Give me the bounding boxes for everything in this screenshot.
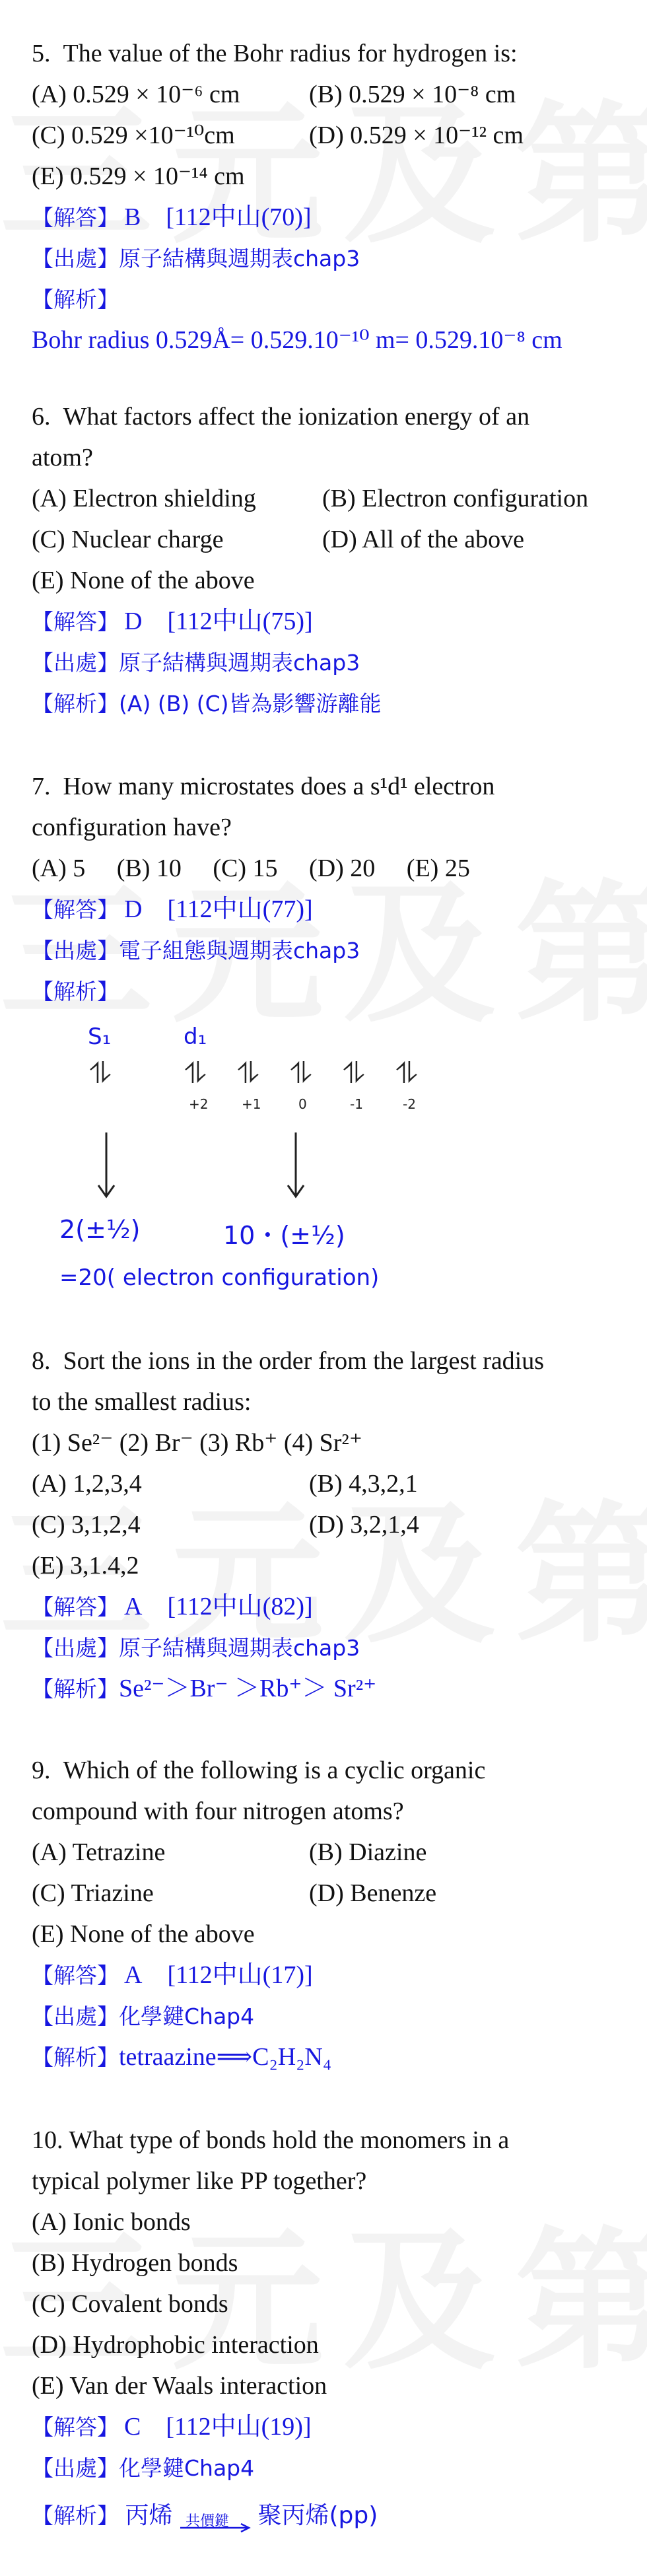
option-e: (E) None of the above <box>32 567 255 594</box>
answer-tag: 【解答】 <box>32 205 119 230</box>
d-orbital-box: ⥮ <box>343 1057 364 1090</box>
product-text: 聚丙烯(pp) <box>257 2502 378 2529</box>
source-tag: 【出處】 <box>32 246 119 271</box>
analysis-text: tetraazine⟹C₂H₂N₄ <box>119 2043 332 2071</box>
option-e: (E) 3,1.4,2 <box>32 1552 139 1580</box>
question-5 <box>32 33 626 361</box>
source-tag: 【出處】 <box>32 938 119 963</box>
option-d: (D) 0.529 × 10⁻¹² cm <box>309 122 524 149</box>
question-6 <box>32 396 626 724</box>
source-text: 原子結構與週期表chap3 <box>119 1635 360 1661</box>
analysis-tag: 【解析】 <box>32 1676 119 1702</box>
d-orbital-box: ⥮ <box>290 1057 312 1090</box>
option-e: (E) Van der Waals interaction <box>32 2372 327 2400</box>
analysis-tag: 【解析】 <box>32 2503 119 2528</box>
question-stem-cont: typical polymer like PP together? <box>32 2167 367 2195</box>
reactant-text: 丙烯 <box>125 2502 173 2529</box>
question-10 <box>32 2120 626 2548</box>
source-tag: 【出處】 <box>32 2455 119 2481</box>
answer-tag: 【解答】 <box>32 897 119 922</box>
down-arrow-icon <box>286 1132 306 1199</box>
analysis-text: (A) (B) (C)皆為影響游離能 <box>119 691 382 716</box>
question-8 <box>32 1340 626 1709</box>
option-c: (C) 0.529 ×10⁻¹⁰cm <box>32 122 235 149</box>
question-stem: 7. How many microstates does a s¹d¹ electron <box>32 773 495 800</box>
answer-text: C [112中山(19)] <box>124 2413 312 2441</box>
microstate-result: =20( electron configuration) <box>59 1265 380 1291</box>
right-arrow-icon <box>179 2523 252 2533</box>
orbital-diagram <box>32 1017 626 1307</box>
analysis-tag: 【解析】 <box>32 979 119 1004</box>
option-c: (C) 3,1,2,4 <box>32 1511 141 1539</box>
option-a: (A) Ionic bonds <box>32 2208 191 2236</box>
option-b: (B) 0.529 × 10⁻⁸ cm <box>309 81 516 108</box>
question-stem-cont: configuration have? <box>32 814 232 841</box>
option-c: (C) Triazine <box>32 1879 154 1907</box>
question-stem-cont: to the smallest radius: <box>32 1388 252 1416</box>
option-b: (B) Hydrogen bonds <box>32 2249 238 2277</box>
ml-label: +1 <box>242 1096 261 1112</box>
d-orbital-box: ⥮ <box>185 1057 206 1090</box>
option-b: (B) 4,3,2,1 <box>309 1470 418 1498</box>
source-text: 化學鍵Chap4 <box>119 2003 255 2029</box>
answer-text: D [112中山(77)] <box>124 895 313 923</box>
question-stem-cont: atom? <box>32 444 93 471</box>
ml-label: 0 <box>298 1096 307 1112</box>
d-orbital-box: ⥮ <box>238 1057 259 1090</box>
answer-tag: 【解答】 <box>32 1594 119 1620</box>
ml-label: +2 <box>189 1096 209 1112</box>
question-9 <box>32 1750 626 2077</box>
option-d: (D) 3,2,1,4 <box>309 1511 419 1539</box>
source-text: 原子結構與週期表chap3 <box>119 650 360 676</box>
reaction-arrow <box>179 2504 252 2530</box>
option-a: (A) 1,2,3,4 <box>32 1470 142 1498</box>
option-b: (B) Electron configuration <box>322 485 589 512</box>
option-a: (A) 0.529 × 10⁻⁶ cm <box>32 81 240 108</box>
answer-text: D [112中山(75)] <box>124 608 313 635</box>
question-stem: 8. Sort the ions in the order from the largest radius <box>32 1347 545 1375</box>
source-tag: 【出處】 <box>32 1635 119 1661</box>
option-d: (D) Benenze <box>309 1879 437 1907</box>
analysis-tag: 【解析】 <box>32 2044 119 2070</box>
answer-tag: 【解答】 <box>32 609 119 635</box>
down-arrow-icon <box>96 1132 116 1199</box>
option-e: (E) None of the above <box>32 1920 255 1948</box>
answer-text: A [112中山(82)] <box>124 1593 313 1620</box>
analysis-tag: 【解析】 <box>32 691 119 716</box>
answer-tag: 【解答】 <box>32 2414 119 2440</box>
option-b: (B) Diazine <box>309 1838 427 1866</box>
option-d: (D) Hydrophobic interaction <box>32 2331 319 2359</box>
ml-label: -2 <box>403 1096 416 1112</box>
answer-text: B [112中山(70)] <box>124 203 312 231</box>
analysis-text: Bohr radius 0.529Å= 0.529.10⁻¹⁰ m= 0.529.10⁻⁸ cm <box>32 326 562 354</box>
source-text: 電子組態與週期表chap3 <box>119 938 360 963</box>
ml-label: -1 <box>350 1096 363 1112</box>
answer-tag: 【解答】 <box>32 1963 119 1988</box>
s-orbital-box: ⥮ <box>90 1057 111 1090</box>
question-7 <box>32 766 626 1012</box>
ion-list: (1) Se²⁻ (2) Br⁻ (3) Rb⁺ (4) Sr²⁺ <box>32 1429 362 1457</box>
d-orbital-box: ⥮ <box>396 1057 417 1090</box>
source-tag: 【出處】 <box>32 2003 119 2029</box>
source-text: 化學鍵Chap4 <box>119 2455 255 2481</box>
source-text: 原子結構與週期表chap3 <box>119 246 360 271</box>
d-count: 10・(±½) <box>223 1221 345 1250</box>
question-stem: 9. Which of the following is a cyclic organic <box>32 1757 486 1784</box>
option-a: (A) Electron shielding <box>32 485 256 512</box>
analysis-text: Se²⁻＞Br⁻ ＞Rb⁺＞ Sr²⁺ <box>119 1675 377 1702</box>
question-stem-cont: compound with four nitrogen atoms? <box>32 1797 404 1825</box>
arrow-label: 共價鍵 <box>186 2513 230 2530</box>
question-stem: 5. The value of the Bohr radius for hydrogen is: <box>32 40 518 67</box>
d-orbital-label: d₁ <box>184 1024 207 1050</box>
option-d: (D) All of the above <box>322 526 525 553</box>
option-a: (A) Tetrazine <box>32 1838 166 1866</box>
s-count: 2(±½) <box>59 1215 141 1244</box>
option-c: (C) Nuclear charge <box>32 526 224 553</box>
option-e: (E) 0.529 × 10⁻¹⁴ cm <box>32 162 245 190</box>
option-c: (C) Covalent bonds <box>32 2290 228 2318</box>
question-stem: 6. What factors affect the ionization energy of an <box>32 403 530 431</box>
answer-text: A [112中山(17)] <box>124 1961 313 1989</box>
s-orbital-label: S₁ <box>88 1024 112 1050</box>
analysis-tag: 【解析】 <box>32 287 119 312</box>
options-row: (A) 5 (B) 10 (C) 15 (D) 20 (E) 25 <box>32 854 470 882</box>
question-stem: 10. What type of bonds hold the monomers in a <box>32 2126 510 2154</box>
source-tag: 【出處】 <box>32 650 119 676</box>
